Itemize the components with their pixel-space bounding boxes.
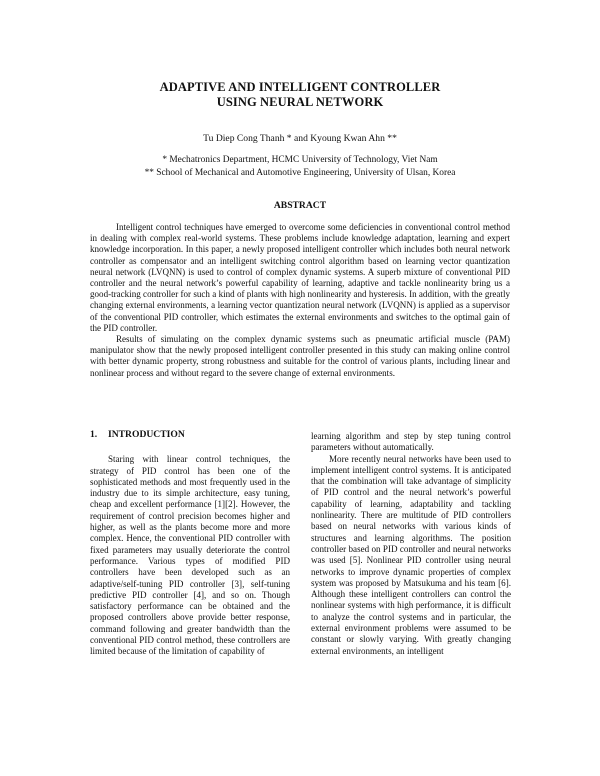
abstract-heading: ABSTRACT bbox=[273, 200, 327, 211]
section-title: INTRODUCTION bbox=[108, 429, 185, 440]
title-line-1: ADAPTIVE AND INTELLIGENT CONTROLLER bbox=[159, 80, 441, 94]
section-number: 1. bbox=[90, 429, 98, 440]
title-line-2: USING NEURAL NETWORK bbox=[216, 95, 384, 109]
affiliation-1: * Mechatronics Department, HCMC University of Technology, Viet Nam bbox=[162, 155, 438, 165]
abstract-paragraph-1: Intelligent control techniques have emerged to overcome some deficiencies in conventional control method in dealing with complex real-world systems. These problems include knowledge adaptation, learning and expert knowledge incorporation. In this paper, a newly proposed intelligent controller which includes both neural network controller as compensator and an intelligent switching control algorithm based on learning vector quantization neural network (LVQNN) is used to control of complex dynamic systems. A superb mixture of conventional PID controller and the neural network’s powerful capability of learning, adaptive and tackle nonlinearity bring us a good-tracking controller for such a kind of plants with high nonlinearity and hysteresis. In addition, with the greatly changing external environments, a learning vector quantization neural network (LVQNN) is applied as a supervisor of the conventional PID controller, which estimates the external environments and switches to the optimal gain of the PID controller. bbox=[90, 222, 510, 333]
intro-paragraph-1-continued: learning algorithm and step by step tuning control parameters without automatically. bbox=[311, 431, 511, 453]
left-column bbox=[90, 429, 290, 658]
affiliations bbox=[0, 154, 600, 179]
section-heading-introduction bbox=[90, 429, 290, 440]
abstract-body bbox=[90, 222, 510, 379]
affiliation-2: ** School of Mechanical and Automotive Engineering, University of Ulsan, Korea bbox=[144, 167, 456, 178]
right-column bbox=[311, 431, 511, 657]
authors: Tu Diep Cong Thanh * and Kyoung Kwan Ahn ** bbox=[203, 133, 397, 144]
abstract-paragraph-2: Results of simulating on the complex dynamic systems such as pneumatic artificial muscle (PAM) manipulator show that the newly proposed intelligent controller presented in this study can making online control with better dynamic property, strong robustness and suitable for the control of various plants, including linear and nonlinear process and without regard to the severe change of external environments. bbox=[90, 334, 510, 378]
intro-paragraph-1: Staring with linear control techniques, the strategy of PID control has been one of the sophisticated methods and most frequently used in the industry due to its simple architecture, easy tuning, cheap and excellent performance [1][2]. However, the requirement of control precision becomes higher and higher, as well as the plants become more and more complex. Hence, the conventional PID controller with fixed parameters may usually deteriorate the control performance. Various types of modified PID controllers have been developed such as an adaptive/self-tuning PID controller [3], self-tuning predictive PID controller [4], and so on. Though satisfactory performance can be obtained and the proposed controllers above provide better response, command following and greater bandwidth than the conventional PID control method, these controllers are limited because of the limitation of capability of bbox=[90, 454, 290, 657]
paper-title bbox=[0, 80, 600, 110]
intro-paragraph-2: More recently neural networks have been used to implement intelligent control systems. It is anticipated that the combination will take advantage of simplicity of PID control and the neural network’s powerful capability of learning, adaptability and tackling nonlinearity. There are multitude of PID controllers based on neural networks with various kinds of structures and learning algorithms. The position controller based on PID controller and neural networks was used [5]. Nonlinear PID controller using neural networks to improve dynamic properties of complex system was proposed by Matsukuma and his team [6]. Although these intelligent controllers can control the nonlinear systems with high performance, it is difficult to analyze the control systems and in particular, the external environment problems were assumed to be constant or slowly varying. With greatly changing external environments, an intelligent bbox=[311, 453, 511, 656]
